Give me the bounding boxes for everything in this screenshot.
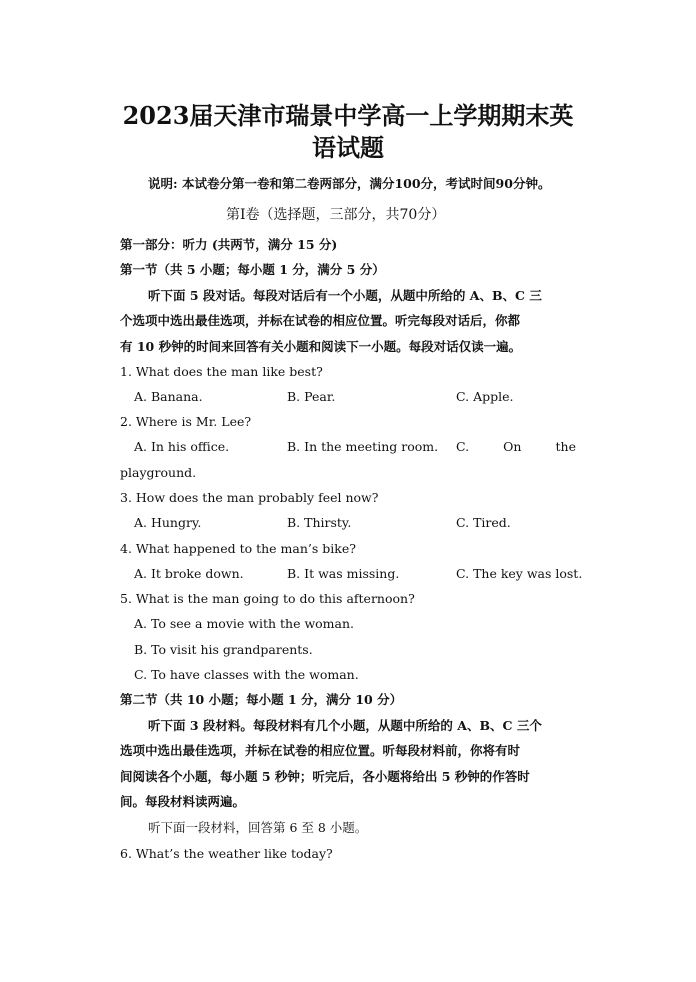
- question-5-option-c: C. To have classes with the woman.: [134, 667, 359, 682]
- question-4-option-b: B. It was missing.: [287, 566, 400, 581]
- question-5-option-b: B. To visit his grandparents.: [134, 642, 313, 657]
- question-3-stem: 3. How does the man probably feel now?: [120, 490, 379, 505]
- question-4-option-c: C. The key was lost.: [456, 566, 583, 581]
- question-3-option-b: B. Thirsty.: [287, 515, 352, 530]
- question-1-option-c: C. Apple.: [456, 389, 514, 404]
- exam-title-line1: 2023届天津市瑞景中学高一上学期期末英: [122, 101, 574, 130]
- option-c-word2: the: [555, 439, 576, 454]
- volume-heading: 第I卷（选择题，三部分，共70分）: [226, 207, 446, 223]
- option-c-word1: On: [503, 439, 522, 454]
- question-5-stem: 5. What is the man going to do this afternoon?: [120, 591, 415, 606]
- question-5-option-a: A. To see a movie with the woman.: [134, 616, 355, 631]
- question-2-option-c: [456, 439, 576, 455]
- question-3-option-a: A. Hungry.: [134, 515, 202, 530]
- question-4-option-a: A. It broke down.: [134, 566, 244, 581]
- question-6-stem: 6. What’s the weather like today?: [120, 846, 333, 861]
- question-2-stem: 2. Where is Mr. Lee?: [120, 414, 252, 429]
- exam-title-line2: 语试题: [312, 133, 384, 162]
- part2-lead: 听下面一段材料，回答第 6 至 8 小题。: [148, 820, 368, 835]
- section-heading: 第一部分：听力 (共两节，满分 15 分): [120, 237, 338, 252]
- part2-instruction-line4: 间。每段材料读两遍。: [120, 794, 246, 809]
- option-c-letter: C.: [456, 439, 470, 454]
- part2-instruction-line3: 间阅读各个小题，每小题 5 秒钟；听完后，各小题将给出 5 秒钟的作答时: [120, 769, 530, 784]
- part1-instruction-line1: 听下面 5 段对话。每段对话后有一个小题，从题中所给的 A、B、C 三: [148, 288, 542, 303]
- question-1-option-a: A. Banana.: [134, 389, 203, 404]
- question-2-option-b: B. In the meeting room.: [287, 439, 439, 454]
- question-2-option-c-continued: playground.: [120, 465, 197, 480]
- question-4-stem: 4. What happened to the man’s bike?: [120, 541, 356, 556]
- question-3-option-c: C. Tired.: [456, 515, 511, 530]
- part1-instruction-line2: 个选项中选出最佳选项，并标在试卷的相应位置。听完每段对话后，你都: [120, 313, 521, 328]
- exam-note: 说明: 本试卷分第一卷和第二卷两部分，满分100分，考试时间90分钟。: [148, 176, 551, 191]
- part2-heading: 第二节（共 10 小题；每小题 1 分，满分 10 分）: [120, 692, 403, 707]
- part2-instruction-line2: 选项中选出最佳选项，并标在试卷的相应位置。听每段材料前，你将有时: [120, 743, 521, 758]
- part2-instruction-line1: 听下面 3 段材料。每段材料有几个小题，从题中所给的 A、B、C 三个: [148, 718, 542, 733]
- question-1-stem: 1. What does the man like best?: [120, 364, 323, 379]
- part1-heading: 第一节（共 5 小题；每小题 1 分，满分 5 分）: [120, 262, 385, 277]
- part1-instruction-line3: 有 10 秒钟的时间来回答有关小题和阅读下一小题。每段对话仅读一遍。: [120, 339, 522, 354]
- question-2-option-a: A. In his office.: [134, 439, 230, 454]
- question-1-option-b: B. Pear.: [287, 389, 336, 404]
